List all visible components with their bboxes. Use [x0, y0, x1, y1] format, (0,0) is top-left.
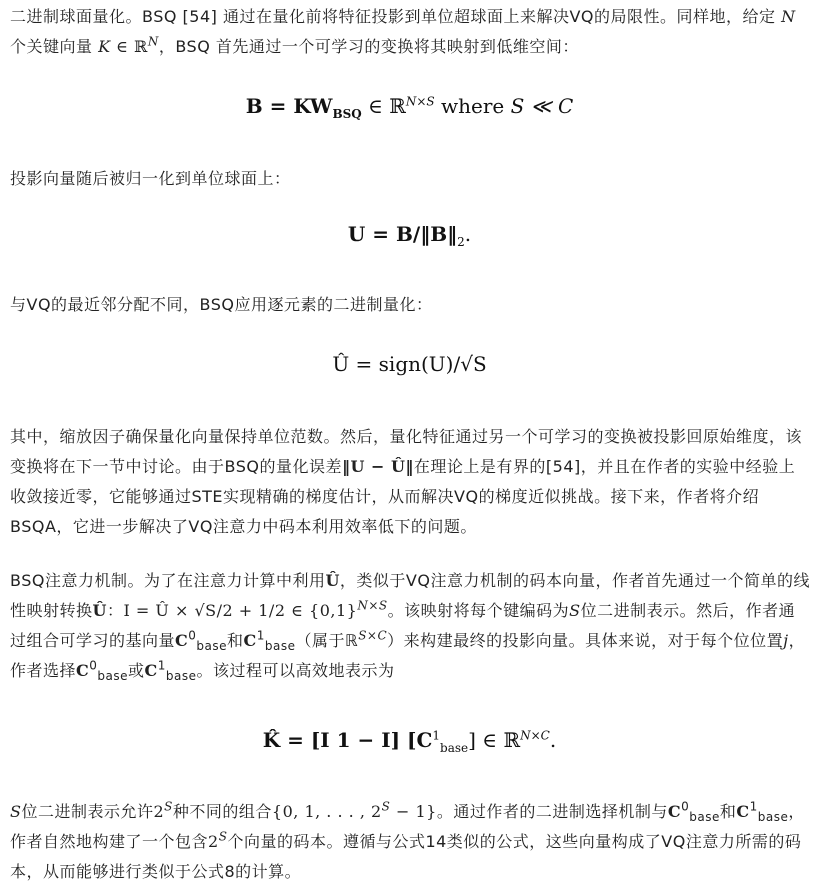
math-formula: I = Û × √S/2 + 1/2 ∈ {0,1} — [123, 601, 358, 620]
math-2: 2 — [153, 802, 165, 821]
math-sup: 0 — [89, 658, 98, 673]
text: 。该映射将每个键编码为 — [387, 601, 570, 620]
math-in-R: ∈ ℝ — [110, 37, 148, 56]
eq-rhs: ] ∈ ℝ — [468, 728, 521, 752]
eq-end: . — [464, 222, 472, 246]
eq-where: where — [434, 94, 511, 118]
math-2: 2 — [208, 832, 219, 851]
math-sup: S — [164, 799, 173, 814]
math-sup: N — [147, 34, 159, 49]
paragraph-codebook — [10, 797, 810, 887]
eq-lhs: K̂ = [I 1 − I] [C — [262, 728, 433, 752]
text: 位二进制表示。然后，作者通过组合可学习的基向量 — [10, 601, 796, 650]
math-C0: C — [667, 802, 682, 821]
math-sup: 1 — [256, 628, 265, 643]
math-Uhat: Û — [92, 601, 107, 620]
text: 个向量的码本。遵循与公式14类似的公式，这些向量构成了VQ注意力所需的码本，从而能够进行类似于公式8的计算。 — [10, 832, 802, 881]
math-C1: C — [736, 802, 750, 821]
text: 。该过程可以高效地表示为 — [196, 661, 395, 680]
eq-sub: BSQ — [332, 107, 362, 121]
math-sup: 1 — [749, 799, 758, 814]
eq-sup: 1 — [432, 728, 441, 743]
math-C0: C — [175, 631, 189, 650]
math-sup: S — [218, 829, 228, 844]
paragraph-quant-error — [10, 422, 810, 542]
math-sub: base — [689, 810, 720, 825]
math-sub: base — [165, 669, 197, 684]
text: BSQ注意力机制。为了在注意力计算中利用 — [10, 571, 326, 590]
eq-sub: 2 — [457, 235, 465, 249]
text: 或 — [128, 661, 145, 680]
math-sub: base — [757, 810, 789, 825]
math-sup: S — [381, 799, 391, 814]
math-sup: 0 — [681, 799, 690, 814]
math-C0: C — [76, 661, 90, 680]
text: ，类似于VQ注意力机制的码本向量，作者首先通过一个简单的线性映射转换 — [10, 571, 810, 620]
text: （属于ℝ — [295, 631, 359, 650]
math-Uhat: Û — [325, 571, 340, 590]
text: ，BSQ 首先通过一个可学习的变换将其映射到低维空间： — [158, 37, 579, 56]
eq-sub: base — [440, 741, 469, 755]
math-j: j — [783, 631, 789, 650]
eq-end: . — [549, 728, 557, 752]
eq-in: ∈ ℝ — [361, 94, 406, 118]
text: 和 — [719, 802, 737, 821]
text: ）来构建最终的投影向量。具体来说，对于每个位位置 — [387, 631, 784, 650]
eq-sup: N×C — [520, 728, 550, 743]
math-C1: C — [144, 661, 158, 680]
math-sub: base — [97, 669, 128, 684]
text: 。通过作者的二进制选择机制与 — [436, 802, 668, 821]
math-S: S — [10, 802, 22, 821]
text: 二进制球面量化。BSQ [54] 通过在量化前将特征投影到单位超球面上来解决VQ的局限性。同样地，给定 — [10, 7, 782, 26]
math-set-end: − 1} — [390, 802, 437, 821]
equation-sign — [0, 352, 819, 376]
math-error: ‖U − Û‖ — [341, 457, 414, 476]
eq-text: U = B/‖B‖ — [347, 222, 458, 246]
text: 种不同的组合 — [172, 802, 272, 821]
text: 和 — [227, 631, 244, 650]
text: ： — [106, 601, 124, 620]
equation-projection — [0, 94, 819, 121]
math-sub: base — [196, 639, 227, 654]
math-set: {0, 1, . . . , 2 — [271, 802, 382, 821]
math-K: K — [98, 37, 111, 56]
text: 在理论上是有界的[54]，并且在作者的实验中经验上收敛接近零，它能够通过STE实现精确的梯度估计，从而解决VQ的梯度近似挑战。接下来，作者将介绍BSQA，它进一步解决了VQ注意力中码本利用效率低下的问题。 — [10, 457, 796, 536]
math-sup: 1 — [157, 658, 166, 673]
text: 其中，缩放因子确保量化向量保持单位范数。然后，量化特征通过另一个可学习的变换被投影回原始维度，该变换将在下一节中讨论。由于BSQ的量化误差 — [10, 427, 803, 476]
paragraph-normalize: 投影向量随后被归一化到单位球面上： — [10, 169, 291, 188]
math-C1: C — [243, 631, 257, 650]
text: 个关键向量 — [10, 37, 99, 56]
text: ，作者选择 — [10, 631, 806, 680]
paragraph-binary-quant: 与VQ的最近邻分配不同，BSQ应用逐元素的二进制量化： — [10, 295, 433, 314]
equation-khat — [0, 728, 819, 755]
paragraph-bsq-attention — [10, 566, 810, 686]
eq-text: Û = sign(U)/√S — [332, 352, 487, 376]
eq-sup: N×S — [405, 94, 435, 109]
eq-cond: S ≪ C — [510, 94, 574, 118]
math-S: S — [569, 601, 581, 620]
text: ，作者自然地构建了一个包含 — [10, 802, 805, 851]
eq-lhs: B = KW — [245, 94, 333, 118]
text: 位二进制表示允许 — [21, 802, 154, 821]
math-sub: base — [264, 639, 296, 654]
math-N: N — [781, 7, 796, 26]
math-sup: 0 — [188, 628, 197, 643]
equation-normalize — [0, 222, 819, 249]
math-sup: N×S — [357, 598, 388, 613]
paragraph-bsq-intro — [10, 2, 810, 62]
math-sup: S×C — [358, 628, 388, 643]
